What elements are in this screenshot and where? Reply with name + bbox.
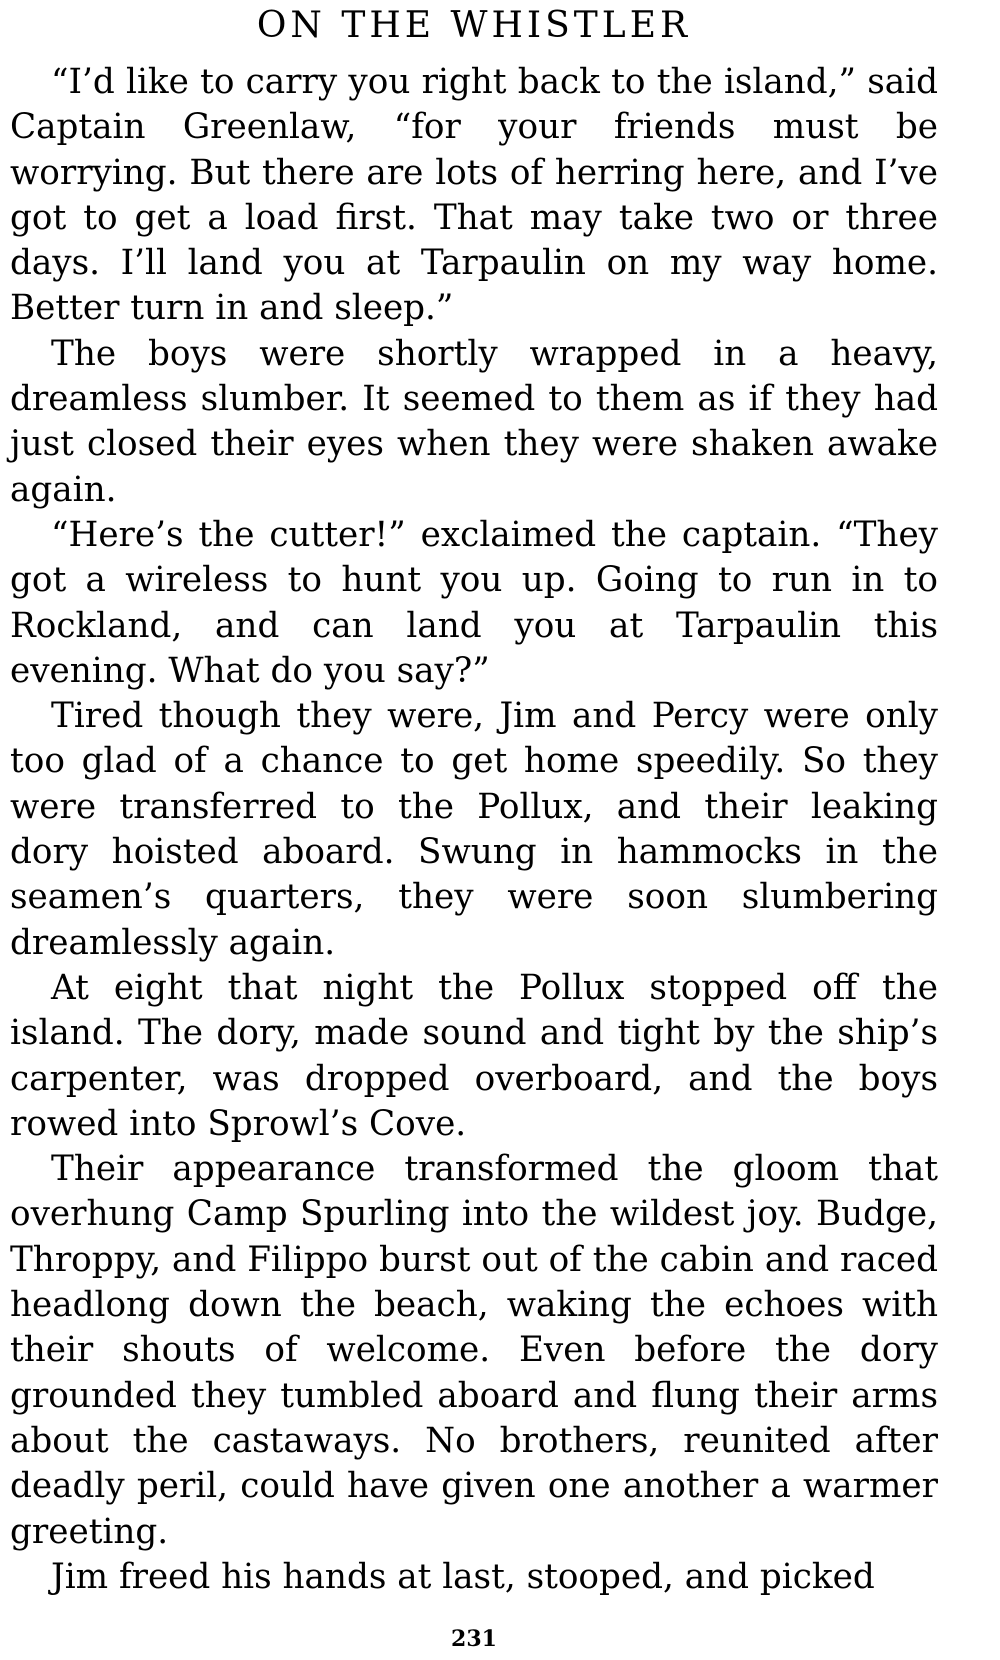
page-number: 231: [451, 1626, 497, 1652]
paragraph: “Here’s the cutter!” exclaimed the captain. “They got a wireless to hunt you up. Going to run in to Rockland, and can land you at Tarpaulin this evening. What do you say?”: [10, 514, 938, 691]
body-text: [10, 60, 938, 1600]
paragraph: Their appearance transformed the gloom that overhung Camp Spurling into the wildest joy. Budge, Throppy, and Filippo burst out of the cabin and raced headlong down the beach, waking the echoes with their shouts of welcome. Even before the dory grounded they tumbled aboard and flung their arms about the castaways. No brothers, reunited after deadly peril, could have given one another a warmer greeting.: [10, 1149, 938, 1552]
paragraph: The boys were shortly wrapped in a heavy, dreamless slumber. It seemed to them as if they had just closed their eyes when they were shaken awake again.: [10, 333, 938, 510]
book-page: [10, 0, 938, 1660]
paragraph: Jim freed his hands at last, stooped, and picked: [51, 1556, 875, 1597]
paragraph: “I’d like to carry you right back to the island,” said Captain Greenlaw, “for your friends must be worrying. But there are lots of herring here, and I’ve got to get a load first. That may take two or three days. I’ll land you at Tarpaulin on my way home. Better turn in and sleep.”: [10, 62, 938, 329]
paragraph: At eight that night the Pollux stopped off the island. The dory, made sound and tight by the ship’s carpenter, was dropped overboard, and the boys rowed into Sprowl’s Cove.: [10, 967, 938, 1144]
running-head-title: ON THE WHISTLER: [256, 5, 692, 46]
paragraph: Tired though they were, Jim and Percy were only too glad of a chance to get home speedily. So they were transferred to the Pollux, and their leaking dory hoisted aboard. Swung in hammocks in the seamen’s quarters, they were soon slumbering dreamlessly again.: [10, 696, 938, 963]
